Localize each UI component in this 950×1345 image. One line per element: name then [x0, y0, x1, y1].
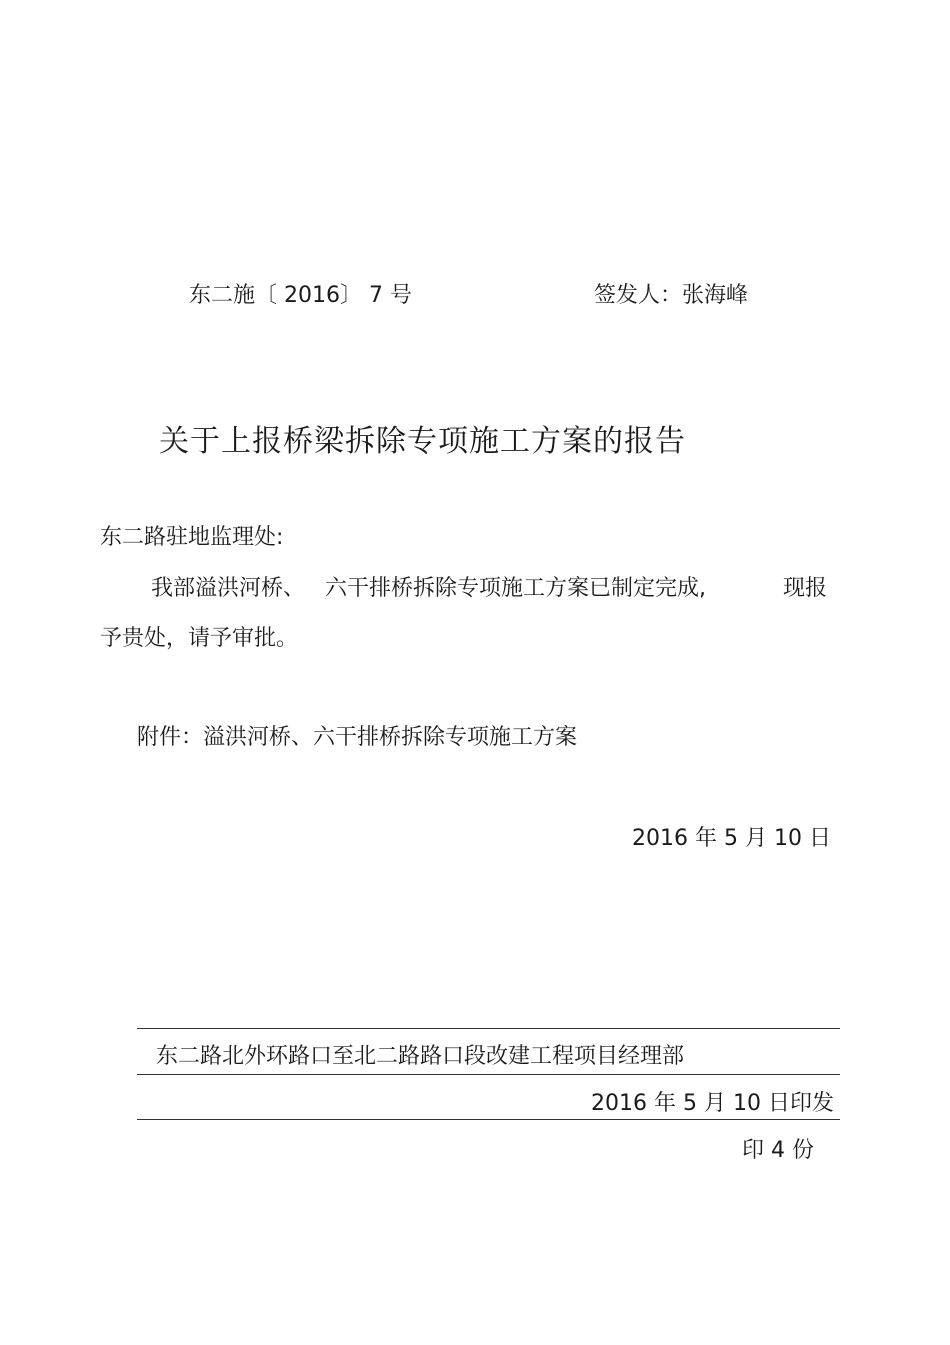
- doc-number: 东二施〔 2016〕 7 号: [189, 283, 412, 308]
- paragraph-line1-part2: 六干排桥拆除专项施工方案已制定完成,: [325, 576, 706, 601]
- paragraph-line1-part3: 现报: [783, 576, 828, 601]
- copies-count: 印 4 份: [742, 1138, 814, 1163]
- issuer: 东二路北外环路口至北二路路口段改建工程项目经理部: [156, 1044, 685, 1069]
- report-date: 2016 年 5 月 10 日: [632, 826, 831, 851]
- footer-rule-bottom: [137, 1119, 840, 1120]
- footer-rule-top: [137, 1028, 840, 1029]
- page-title: 关于上报桥梁拆除专项施工方案的报告: [159, 424, 686, 459]
- paragraph-line2: 予贵处，请予审批。: [100, 626, 299, 651]
- footer-rule-middle: [137, 1074, 840, 1075]
- signer: 签发人：张海峰: [594, 283, 749, 308]
- addressee: 东二路驻地监理处:: [100, 525, 284, 550]
- paragraph-line1-part1: 我部溢洪河桥、: [151, 576, 306, 601]
- attachment-note: 附件：溢洪河桥、六干排桥拆除专项施工方案: [137, 725, 578, 750]
- print-date: 2016 年 5 月 10 日印发: [591, 1091, 834, 1116]
